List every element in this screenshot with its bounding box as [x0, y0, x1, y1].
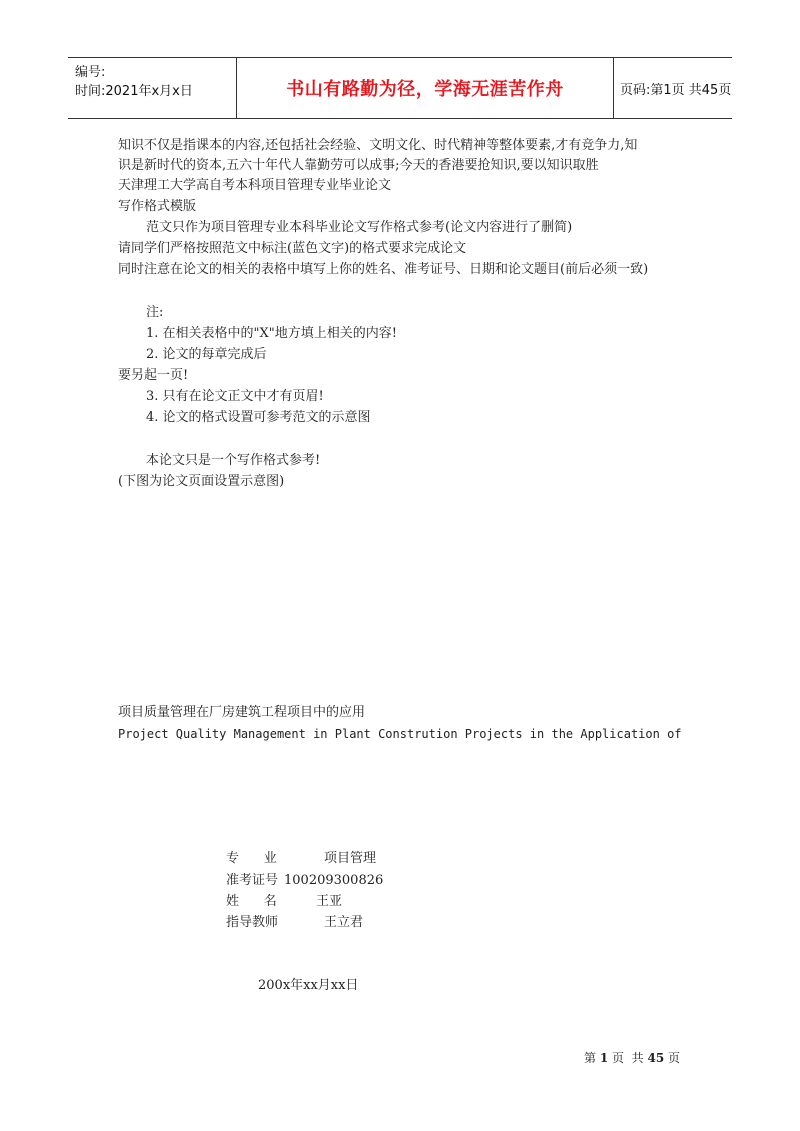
note-item: 3. 只有在论文正文中才有页眉!: [146, 389, 324, 404]
header-page-info: 页码:第1页 共45页: [620, 82, 732, 98]
page-footer: [584, 1049, 680, 1066]
note-item: 要另起一页!: [118, 368, 189, 383]
paper-title-cn: 项目质量管理在厂房建筑工程项目中的应用: [118, 705, 366, 720]
figure-note: (下图为论文页面设置示意图): [118, 474, 285, 489]
footer-page-number: 1: [599, 1051, 609, 1065]
intro-line-1: 知识不仅是指课本的内容,还包括社会经验、文明文化、时代精神等整体要素,才有竞争力,知: [118, 138, 638, 153]
description-2: 请同学们严格按照范文中标注(蓝色文字)的格式要求完成论文: [118, 241, 467, 256]
header-motto: 书山有路勤为径，学海无涯苦作舟: [286, 79, 564, 100]
document-date: 200x年xx月xx日: [258, 978, 359, 993]
note-item: 4. 论文的格式设置可参考范文的示意图: [146, 410, 371, 425]
footer-total-pages: 45: [647, 1051, 665, 1065]
major-value: 项目管理: [324, 851, 377, 866]
footer-mid: 页 共: [612, 1051, 644, 1065]
name-label: 姓 名: [226, 894, 277, 909]
thesis-title: 天津理工大学高自考本科项目管理专业毕业论文: [118, 178, 392, 193]
page-header: [68, 57, 732, 119]
major-label: 专 业: [226, 851, 277, 866]
serial-label: 编号:: [75, 65, 106, 80]
reference-note: 本论文只是一个写作格式参考!: [146, 453, 321, 468]
template-title: 写作格式模版: [118, 199, 197, 214]
note-item: 2. 论文的每章完成后: [146, 347, 267, 362]
footer-prefix: 第: [584, 1051, 597, 1065]
time-label: 时间:2021年x月x日: [75, 84, 193, 99]
note-label: 注:: [146, 305, 164, 320]
header-divider-right: [613, 58, 614, 118]
intro-line-2: 识是新时代的资本,五六十年代人靠勤劳可以成事;今天的香港要抢知识,要以知识取胜: [118, 158, 599, 173]
description-1: 范文只作为项目管理专业本科毕业论文写作格式参考(论文内容进行了删简): [146, 220, 573, 235]
note-item: 1. 在相关表格中的"X"地方填上相关的内容!: [146, 326, 397, 341]
advisor-label: 指导教师: [226, 915, 279, 930]
header-meta: [68, 58, 236, 118]
name-value: 王亚: [316, 894, 343, 909]
exam-id-label: 准考证号: [226, 873, 279, 888]
footer-suffix: 页: [668, 1051, 681, 1065]
advisor-value: 王立君: [324, 915, 364, 930]
exam-id-value: 100209300826: [284, 873, 384, 888]
paper-title-en: Project Quality Management in Plant Constrution Projects in the Application of: [118, 727, 682, 741]
description-3: 同时注意在论文的相关的表格中填写上你的姓名、准考证号、日期和论文题目(前后必须一致): [118, 262, 649, 277]
